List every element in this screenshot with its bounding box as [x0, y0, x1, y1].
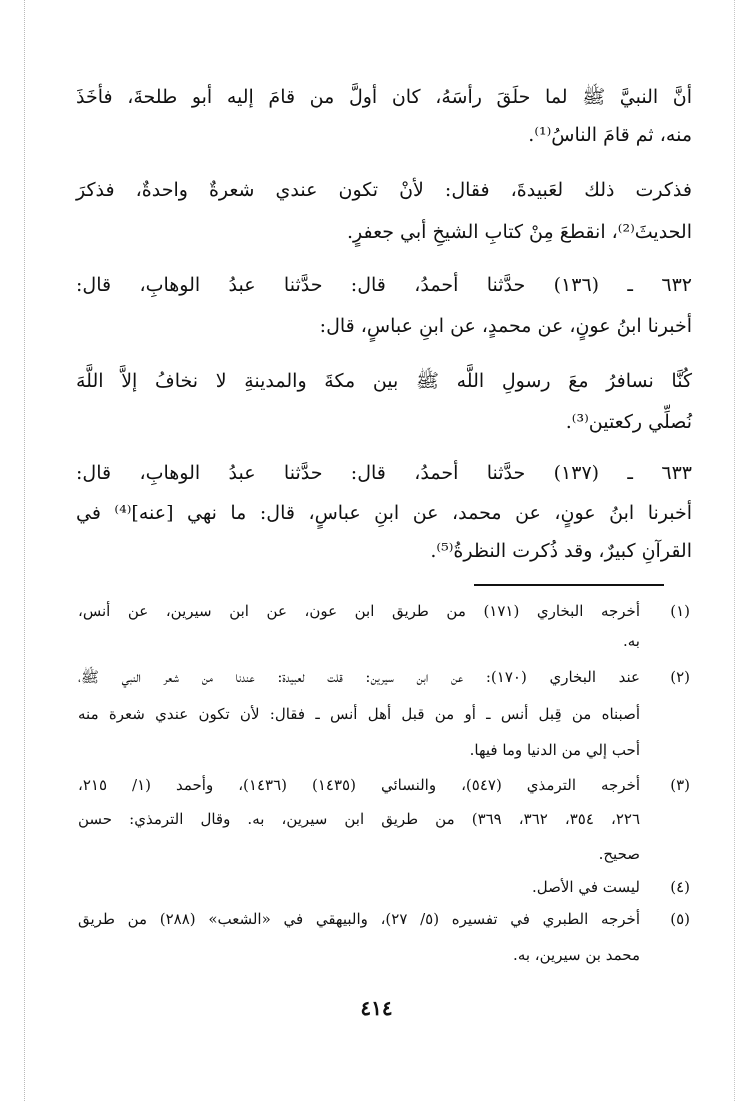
- body-line: فذكرت ذلك لعَبيدةَ، فقال: لأنْ تكون عندي شعرةٌ واحدةٌ، فذكرَ: [76, 179, 692, 201]
- page-edge-left: [24, 0, 25, 1101]
- footnote-line: به.: [623, 632, 640, 650]
- body-line: ٦٣٢ ـ (١٣٦) حدَّثنا أحمدُ، قال: حدَّثنا عبدُ الوهابِ، قال:: [76, 274, 692, 296]
- footnote-line: أخرجه الترمذي (٥٤٧)، والنسائي (١٤٣٥) (١٤٣٦)، وأحمد (١/ ٢١٥،: [78, 776, 641, 794]
- footnote-number: (٤): [670, 878, 690, 896]
- footnote-line: صحيح.: [598, 845, 640, 863]
- body-line: القرآنِ كبيرٌ، وقد ذُكرت النظرةُ⁽⁵⁾.: [430, 540, 692, 562]
- footnote-number: (٢): [670, 668, 690, 686]
- footnote-line: أحب إلي من الدنيا وما فيها.: [469, 741, 640, 759]
- footnote-line: أصبناه من قِبل أنس ـ أو من قبل أهل أنس ـ فقال: لأن تكون عندي شعرة منه: [78, 705, 640, 723]
- body-line: الحديثَ⁽²⁾، انقطعَ مِنْ كتابِ الشيخِ أبي جعفرٍ.: [346, 221, 692, 243]
- page-edge-right: [734, 0, 735, 1101]
- footnote-line: ليست في الأصل.: [531, 878, 640, 896]
- footnote-line: محمد بن سيرين، به.: [513, 946, 640, 964]
- body-line: كُنَّا نسافرُ معَ رسولِ اللَّه ﷺ بين مكةَ والمدينةِ لا نخافُ إلاَّ اللَّهَ: [76, 370, 692, 392]
- footnote-separator: [474, 584, 664, 586]
- body-line: ٦٣٣ ـ (١٣٧) حدَّثنا أحمدُ، قال: حدَّثنا عبدُ الوهابِ، قال:: [76, 462, 692, 484]
- footnote-line: أخرجه البخاري (١٧١) من طريق ابن عون، عن ابن سيرين، عن أنس،: [78, 602, 640, 620]
- body-line: أخبرنا ابنُ عونٍ، عن محمدٍ، عن ابنِ عباسٍ، قال:: [319, 315, 692, 337]
- footnote-line: عند البخاري (١٧٠): عن ابن سيرين: قلت لعبيدة: عندنا من شعر النبي ﷺ،: [78, 668, 640, 686]
- footnote-number: (٣): [670, 776, 690, 794]
- body-line: أنَّ النبيَّ ﷺ لما حلَقَ رأسَهُ، كان أولَّ من قامَ إليه أبو طلحةَ، فأخَذَ: [76, 86, 692, 108]
- body-line: منه، ثم قامَ الناسُ⁽¹⁾.: [528, 124, 692, 146]
- body-line: نُصلِّي ركعتين⁽³⁾.: [565, 411, 692, 433]
- body-line: أخبرنا ابنُ عونٍ، عن محمد، عن ابنِ عباسٍ، قال: ما نهي [عنه]⁽⁴⁾ في: [76, 502, 693, 524]
- footnote-line: ٢٢٦، ٣٥٤، ٣٦٢، ٣٦٩) من طريق ابن سيرين، به. وقال الترمذي: حسن: [78, 810, 641, 828]
- footnote-number: (١): [670, 602, 690, 620]
- footnote-number: (٥): [670, 910, 690, 928]
- page-number: ٤١٤: [360, 996, 393, 1020]
- footnote-line: أخرجه الطبري في تفسيره (٥/ ٢٧)، والبيهقي في «الشعب» (٢٨٨) من طريق: [78, 910, 640, 928]
